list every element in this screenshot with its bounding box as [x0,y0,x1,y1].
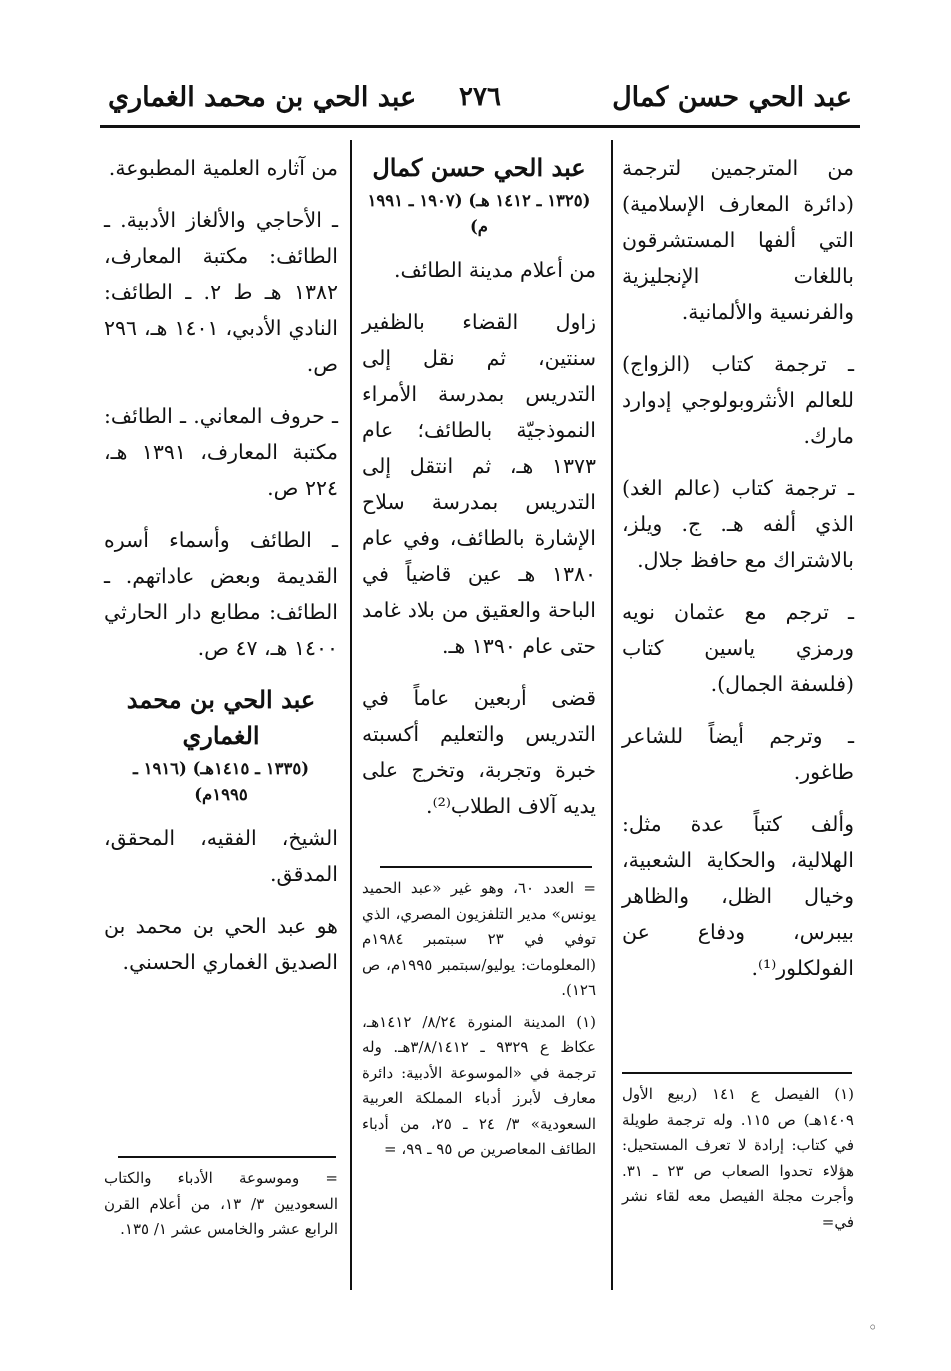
footnotes-middle [362,876,596,1169]
column-separator-left [350,140,352,1290]
paragraph: ـ الأحاجي والألغاز الأدبية. ـ الطائف: مكتبة المعارف، ١٣٨٢ هـ ط ٢. ـ الطائف: النادي الأدبي، ١٤٠١ هـ، ٢٩٦ ص. [104,208,338,376]
column-left [104,150,338,996]
paragraph: قضى أربعين عاماً في التدريس والتعليم أكسبته خبرة وتجربة، وتخرج على يديه آلاف الطلاب⁽²⁾. [362,686,596,818]
footnote: = وموسوعة الأدباء والكتاب السعوديين ٣/ ١٣، من أعلام القرن الرابع عشر والخامس عشر ١/ ١٣٥. [104,1169,338,1238]
paragraph: ـ ترجم مع عثمان نويه ورمزي ياسين كتاب (فلسفة الجمال). [622,600,854,696]
biography-dates: (١٣٣٥ ـ ١٤١٥هـ) (١٩١٦ ـ ١٩٩٥م) [133,759,309,804]
running-header [100,78,860,122]
paragraph: وألف كتباً عدة مثل: الهلالية، والحكاية الشعبية، وخيال الظل، والظاهر بيبرس، ودفاع عن الفولكلور⁽¹⁾. [622,812,854,980]
paragraph: الشيخ، الفقيه، المحقق، المدقق. [104,826,338,886]
column-separator-right [611,140,613,1290]
biography-dates: (١٣٢٥ ـ ١٤١٢ هـ) (١٩٠٧ ـ ١٩٩١ م) [367,191,591,236]
paragraph: ـ حروف المعاني. ـ الطائف: مكتبة المعارف، ١٣٩١ هـ، ٢٢٤ ص. [104,404,338,500]
paragraph: هو عبد الحي بن محمد بن الصديق الغماري الحسني. [104,914,338,974]
paragraph: ـ وترجم أيضاً للشاعر طاغور. [622,724,854,784]
biography-title: عبد الحي حسن كمال [372,153,586,182]
footnote: (١) الفيصل ع ١٤١ (ربيع الأول ١٤٠٩هـ) ص ١١٥. وله ترجمة طويلة في كتاب: إرادة لا تعرف المستحيل: هؤلاء تحدوا الصعاب ص ٢٣ ـ ٣١. وأجرت مجلة الفيصل معه لقاء نشر في= [622,1085,854,1231]
paragraph: ـ ترجمة كتاب (الزواج) للعالم الأنثروبولوجي إدوارد مارك. [622,352,854,448]
paragraph: من آثاره العلمية المطبوعة. [108,156,338,180]
footnote: (١) المدينة المنورة ٨/٢٤/ ١٤١٢هـ، عكاظ ع ٩٣٢٩ ـ ٣/٨/١٤١٢هـ. وله ترجمة في «الموسوعة الأدبية: دائرة معارف لأبرز أدباء المملكة العربية السعودية» ٣/ ٢٤ ـ ٢٥، من أدباء الطائف المعاصرين ص ٩٥ ـ ٩٩، = [362,1012,597,1158]
column-right [622,150,854,1002]
paragraph: من أعلام مدينة الطائف. [393,258,596,282]
paragraph: من المترجمين لترجمة (دائرة المعارف الإسلامية) التي ألفها المستشرقون باللغات الإنجليزية والفرنسية والألمانية. [622,156,854,324]
header-right-title: عبد الحي حسن كمال [612,82,852,113]
paragraph: ـ ترجمة كتاب (عالم الغد) الذي ألفه هـ. ج. ويلز، بالاشتراك مع حافظ جلال. [622,476,854,572]
footnotes-left [104,1166,338,1249]
column-middle [362,150,596,840]
header-left-title: عبد الحي بن محمد الغماري [108,82,417,113]
header-rule [100,125,860,128]
footnote-rule [622,1072,852,1074]
paragraph: زاول القضاء بالظفير سنتين، ثم نقل إلى التدريس بمدرسة الأمراء النموذجيّة بالطائف؛ عام ١٣٧٣ هـ، ثم انتقل إلى التدريس بمدرسة سلاح الإشارة بالطائف، وفي عام ١٣٨٠ هـ عين قاضياً في الباحة والعقيق من بلاد غامد حتى عام ١٣٩٠ هـ. [362,310,596,658]
biography-title: عبد الحي بن محمد الغماري [126,685,316,750]
scan-mark: ◦ [868,1318,878,1337]
footnote: = العدد ٦٠، وهو غير «عبد الحميد يونس» مدير التلفزيون المصري، الذي توفي في ٢٣ سبتمبر ١٩٨٤م (المعلومات: يوليو/سبتمبر ١٩٩٥م، ص ١٢٦). [362,879,596,999]
page-number: ٢٧٦ [459,82,501,112]
footnote-rule [118,1156,336,1158]
footnote-rule [380,866,592,868]
paragraph: ـ الطائف وأسماء أسره القديمة وبعض عاداتهم. ـ الطائف: مطابع دار الحارثي ١٤٠٠ هـ، ٤٧ ص. [104,528,338,660]
footnotes-right [622,1082,854,1241]
